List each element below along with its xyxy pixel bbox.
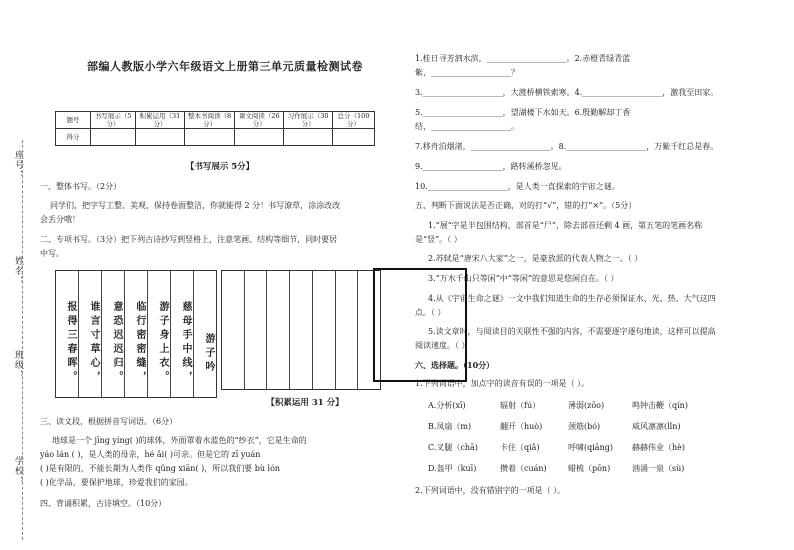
question-text: 2.下列词语中，没有错别字的一项是（ ）。 <box>415 486 566 495</box>
option-cell: C.叉腿（chā) <box>428 443 478 452</box>
judge-line: 1.“展”字是半包围结构，部首是“尸”，除去部首还剩 4 画，第五笔的笔画名称 <box>428 221 703 230</box>
option-cell: 颈筋(bó) <box>568 422 601 431</box>
poem-column: 临行密密缝， <box>125 271 148 397</box>
poem-column: 谁言寸草心， <box>79 271 102 397</box>
option-cell: 攒着（cuán) <box>500 464 547 473</box>
question-text: 会丢分哦！ <box>40 215 80 224</box>
fill-line: 3.____________________，大渡桥横铁索寒。4.____________________，激我至田家。 <box>415 88 719 97</box>
section-heading-accumulation: 【积累运用 31 分】 <box>266 398 344 408</box>
fill-line: 10.____________________，是人类一直探索的宇宙之谜。 <box>415 182 620 191</box>
score-table-row <box>56 129 375 146</box>
table-cell: 积累运用（31分） <box>136 112 185 129</box>
option-cell: 卡住（qiǎ) <box>500 443 540 452</box>
option-cell: 赫赫伟业（hè) <box>632 443 686 452</box>
section-heading-writing: 【书写展示 5分】 <box>185 162 255 172</box>
option-cell: D.盔甲（kuī) <box>428 464 477 473</box>
judge-line: 3.“万水千山只等闲”中“等闲”的意思是悠闲自在。（ ） <box>428 274 619 283</box>
option-cell: 鸣钟击鞭（qín) <box>632 401 688 410</box>
option-cell: 薄弱(zōo) <box>568 401 605 410</box>
option-cell: A.分析(xī) <box>428 401 466 410</box>
poem-box <box>55 270 217 398</box>
option-cell: 汹涌一泉（sù) <box>632 464 685 473</box>
option-cell: B.凤扇（m) <box>428 422 472 431</box>
school-label: 学校： <box>13 456 23 486</box>
judge-line: 5.读文章时，与阅读目的关联性不强的内容，不需要逐字逐句地读，这样可以提高 <box>428 327 716 336</box>
grid-column[interactable] <box>222 271 245 389</box>
fill-line: 1.桂日寻芳泗水滨，____________________。2.赤橙青绿青蓝 <box>415 54 631 63</box>
seat-label: 座号： <box>13 150 23 180</box>
judge-line: 2.苏轼是“唐宋八大家”之一，是豪放派的代表人物之一。（ ） <box>428 254 643 263</box>
grid-column[interactable] <box>336 271 359 389</box>
score-input-cell[interactable] <box>333 129 375 146</box>
table-cell: 整本书阅读（8分） <box>184 112 235 129</box>
selection-rectangle <box>373 268 467 382</box>
score-input-cell[interactable] <box>136 129 185 146</box>
option-cell: 辐射（fú） <box>500 401 541 410</box>
option-cell: 呼啸(qiāng) <box>568 443 613 452</box>
writing-grid[interactable] <box>221 270 381 390</box>
question-text: 同学们，把字写工整、美观，保持卷面整洁，你就能得 2 分！书写潦草，涂涂改改 <box>50 201 341 210</box>
question-text: 二、专项书写。（3分）把下列古诗抄写到竖格上，注意笔画、结构等细节，同时要居 <box>40 235 338 244</box>
question-text: 中写。 <box>40 249 64 258</box>
fill-line: 结，____________________。 <box>415 122 519 131</box>
table-cell: 总分（100分） <box>333 112 375 129</box>
poem-title: 游子吟 <box>203 333 214 375</box>
fill-line: 5.____________________，望湖楼下水如天。6.殷勤解却丁香 <box>415 108 631 117</box>
option-cell: 翻开（huò) <box>500 422 543 431</box>
score-input-cell[interactable] <box>91 129 136 146</box>
judge-line: 点。（ ） <box>415 308 446 317</box>
class-label: 班级： <box>13 350 23 380</box>
score-table-header <box>56 112 375 129</box>
paragraph-line: ( )是有限的，不能长期为人类作 qǔng xiān( )，所以我们要 bù lón <box>40 464 281 473</box>
table-cell: 题号 <box>56 112 91 129</box>
grid-column[interactable] <box>290 271 313 389</box>
table-cell: 得分 <box>56 129 91 146</box>
paragraph-line: yáo lán ( )，是人类的母亲，hé ǎi( )可亲。但是它的 zī yuán <box>40 450 261 459</box>
score-table <box>55 111 375 146</box>
fill-line: 紫，____________________？ <box>415 68 519 77</box>
grid-column[interactable] <box>313 271 336 389</box>
judge-line: 4.从《宇宙生命之谜》一文中我们知道生命的生存必须保证水、光、热、大气这四 <box>428 294 716 303</box>
judge-line: 阅读速度。（ ） <box>415 341 470 350</box>
poem-column: 报得三春晖。 <box>56 271 79 397</box>
table-cell: 课文阅读（26分） <box>235 112 284 129</box>
poem-column: 意恐迟迟归。 <box>102 271 125 397</box>
judge-line: 是“竖”。（ ） <box>415 235 462 244</box>
table-cell: 书写展示（5分） <box>91 112 136 129</box>
question-label: 五、判断下面说法是否正确，对的打“√”，错的打“×”。（5分） <box>415 201 637 210</box>
page-title: 部编人教版小学六年级语文上册第三单元质量检测试卷 <box>87 60 363 73</box>
fill-line: 7.移舟泊烟渚，____________________。8.____________________，万紫千红总是春。 <box>415 142 719 151</box>
question-label: 六、选择题。（10分） <box>415 360 495 370</box>
poem-column: 游子身上衣。 <box>148 271 171 397</box>
grid-column[interactable] <box>245 271 268 389</box>
paragraph-line: 地球是一个 jīng yíng( )的球体，外面罩着水蓝色的“纱衣”，它是生命的 <box>52 436 307 445</box>
score-input-cell[interactable] <box>284 129 333 146</box>
question-label: 一、整体书写。（2分） <box>40 182 122 191</box>
option-cell: 威风凛凛(lǐn) <box>632 422 681 431</box>
grid-column[interactable] <box>267 271 290 389</box>
question-label: 四、背诵积累，古诗填空。（10分） <box>40 499 167 508</box>
score-input-cell[interactable] <box>184 129 235 146</box>
question-label: 三、读文段，根据拼音写词语。（6分） <box>40 417 178 426</box>
table-cell: 习作展示（30分） <box>284 112 333 129</box>
binding-line <box>22 140 23 540</box>
paragraph-line: ( )化学品，要保护地球，珍爱我们的家园。 <box>40 478 193 487</box>
poem-column: 慈母手中线， <box>171 271 194 397</box>
question-text: 1.下列词语中，加点字的读音有误的一项是（ ）。 <box>415 379 590 388</box>
score-input-cell[interactable] <box>235 129 284 146</box>
fill-line: 9.____________________，路转溪桥忽见。 <box>415 162 567 171</box>
name-label: 姓名： <box>13 256 23 286</box>
option-cell: 蜡梳（pōn) <box>568 464 611 473</box>
